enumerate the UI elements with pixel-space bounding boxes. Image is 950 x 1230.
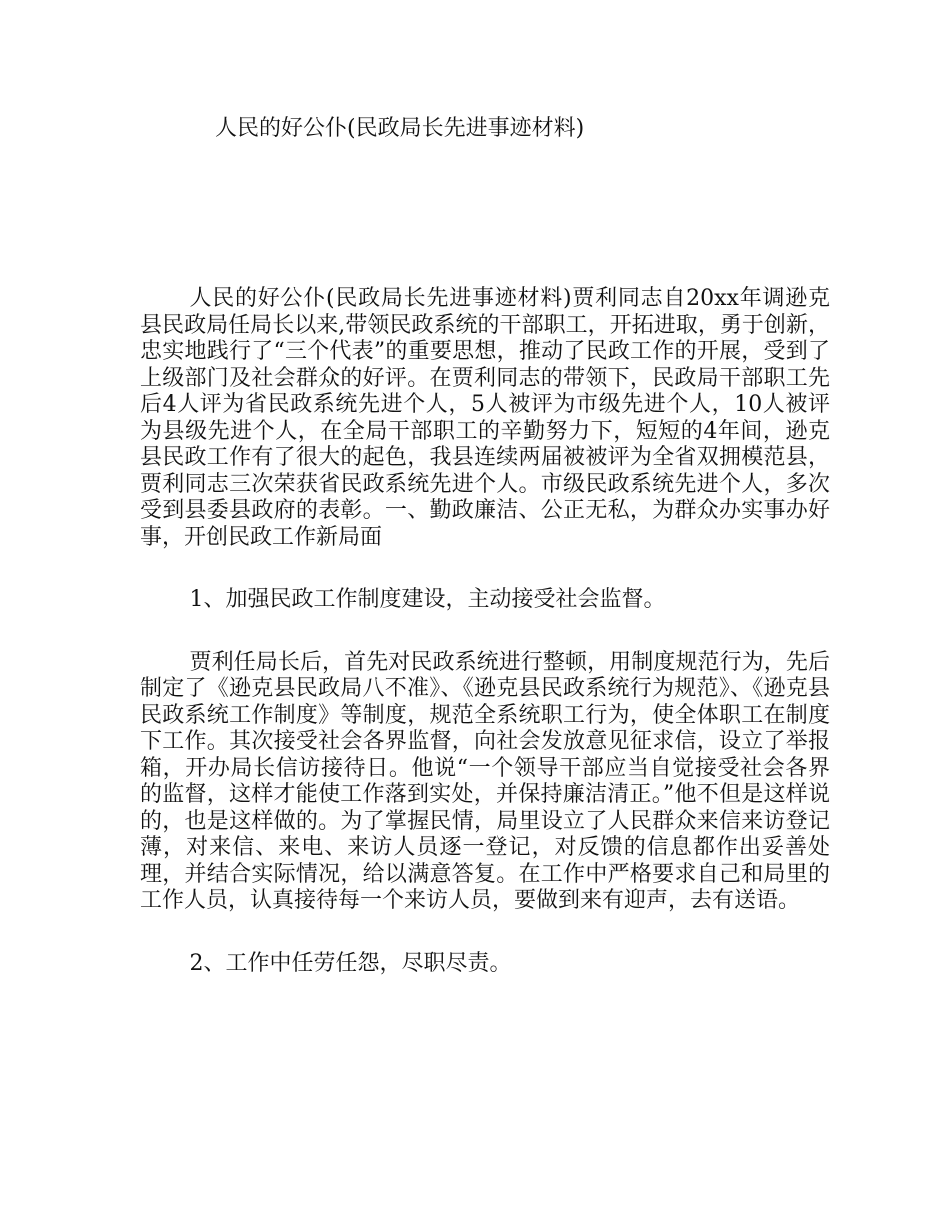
paragraph-section-2-heading: 2、工作中任劳任怨，尽职尽责。 — [189, 950, 512, 976]
paragraph-section-1-heading: 1、加强民政工作制度建设，主动接受社会监督。 — [189, 587, 666, 612]
document-title: 人民的好公仆(民政局长先进事迹材料) — [215, 116, 585, 141]
paragraph-intro: 人民的好公仆(民政局长先进事迹材料)贾利同志自20xx年调逊克县民政局任局长以来,带领民政系统的干部职工，开拓进取，勇于创新，忠实地践行了“三个代表”的重要思想，推动了民政工作的开展，受到了上级部门及社会群众的好评。在贾利同志的带领下，民政局干部职工先后4人评为省民政系统先进个人，5人被评为市级先进个人，10人被评为县级先进个人，在全局干部职工的辛勤努力下，短短的4年间，逊克县民政工作有了很大的起色，我县连续两届被被评为全省双拥模范县，贾利同志三次荣获省民政系统先进个人。市级民政系统先进个人，多次受到县委县政府的表彰。一、勤政廉洁、公正无私，为群众办实事办好事，开创民政工作新局面 — [140, 286, 830, 550]
document-body — [140, 286, 830, 977]
paragraph-section-1-body: 贾利任局长后，首先对民政系统进行整顿，用制度规范行为，先后制定了《逊克县民政局八不准》、《逊克县民政系统行为规范》、《逊克县民政系统工作制度》等制度，规范全系统职工行为，使全体职工在制度下工作。其次接受社会各界监督，向社会发放意见征求信，设立了举报箱，开办局长信访接待日。他说“一个领导干部应当自觉接受社会各界的监督，这样才能使工作落到实处，并保持廉洁清正。”他不但是这样说的，也是这样做的。为了掌握民情，局里设立了人民群众来信来访登记薄，对来信、来电、来访人员逐一登记，对反馈的信息都作出妥善处理，并结合实际情况，给以满意答复。在工作中严格要求自己和局里的工作人员，认真接待每一个来访人员，要做到来有迎声，去有送语。 — [140, 649, 830, 913]
paragraph-gap — [140, 614, 830, 650]
paragraph-gap — [140, 915, 830, 951]
paragraph-gap — [140, 551, 830, 587]
